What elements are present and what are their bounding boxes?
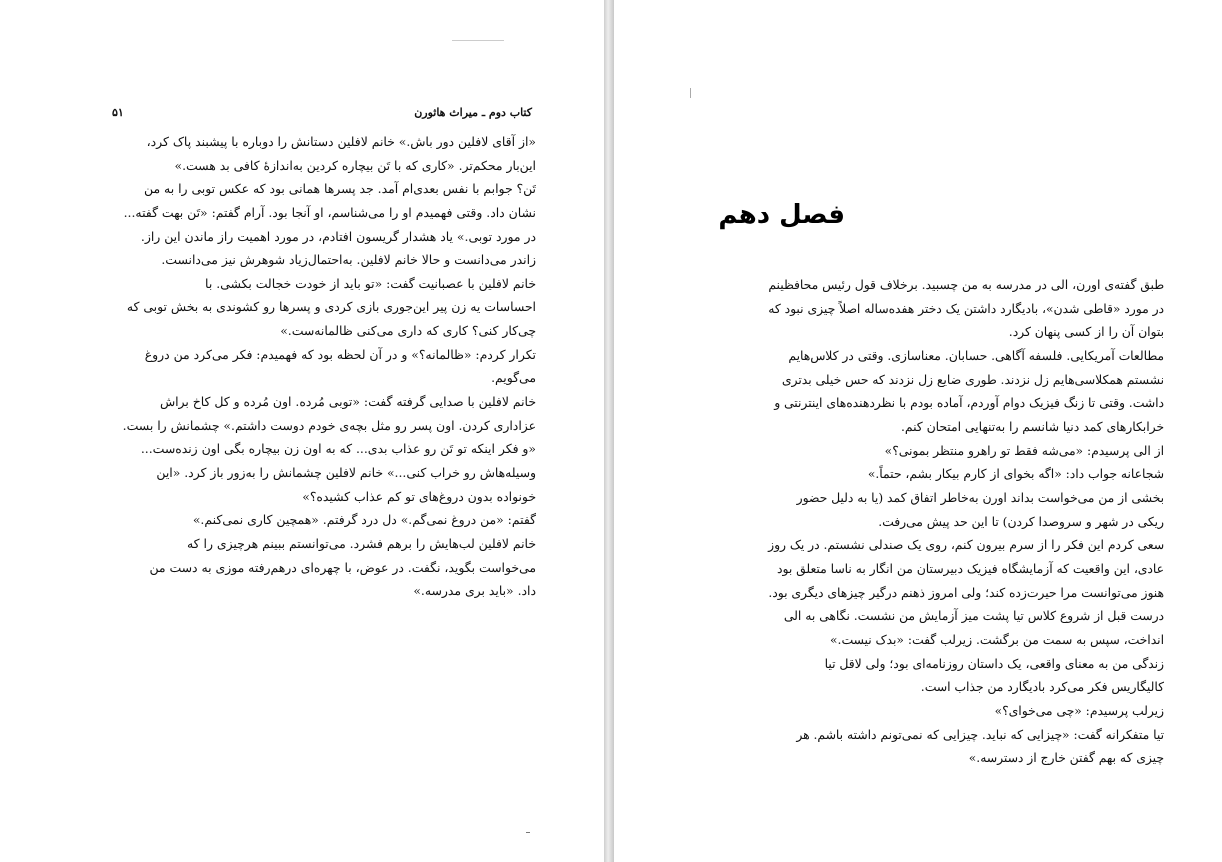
right-page-text: [744, 274, 1164, 771]
text-line: تکرار کردم: «ظالمانه؟» و در آن لحظه بود که فهمیدم: فکر می‌کرد من دروغ: [144, 346, 536, 362]
left-page-text: [110, 130, 536, 603]
text-line: داد. «باید بری مدرسه.»: [413, 583, 536, 599]
scan-mark: [526, 832, 530, 833]
scan-mark: [690, 88, 691, 98]
text-line: زیرلب پرسیدم: «چی می‌خوای؟»: [994, 704, 1164, 719]
text-line: وسیله‌هاش رو خراب کنی...» خانم لافلین چشمانش را به‌زور باز کرد. «این: [156, 464, 536, 480]
text-line: نشان داد. وقتی فهمیدم او را می‌شناسم، او آنجا بود. آرام گفتم: «تَن بهت گفته...: [123, 204, 536, 220]
text-line: خانم لافلین با صدایی گرفته گفت: «توبی مُرده. اون مُرده و کل کاخ براش: [159, 394, 536, 410]
text-line: مطالعات آمریکایی. فلسفه آگاهی. حسابان. معناسازی. وقتی در کلاس‌هایم: [788, 349, 1164, 364]
text-line: بتوان آن را از کسی پنهان کرد.: [1008, 325, 1164, 340]
text-line: خانم لافلین با عصبانیت گفت: «تو باید از خودت خجالت بکشی. با: [205, 275, 536, 291]
running-header: [112, 106, 532, 124]
left-page: [0, 0, 604, 862]
text-line: چی‌کار کنی؟ کاری که داری می‌کنی ظالمانه‌ست.»: [280, 323, 536, 339]
text-line: چیزی که بهم گفتن خارج از دسترسه.»: [968, 751, 1164, 766]
text-line: در مورد «قاطی شدن»، بادیگارد داشتن یک دختر هفده‌ساله اصلاً چیزی نبود که: [768, 301, 1164, 316]
text-line: این‌بار محکم‌تر. «کاری که با تَن بیچاره کردین به‌اندازهٔ کافی بد هست.»: [174, 157, 536, 173]
text-line: شجاعانه جواب داد: «اگه بخوای از کارم بیکار بشم، حتماً.»: [867, 467, 1164, 482]
page-number: ۵۱: [112, 106, 124, 119]
text-line: کالیگاریس فکر می‌کرد بادیگارد من جذاب است.: [920, 680, 1164, 695]
text-line: «از آقای لافلین دور باش.» خانم لافلین دستانش را دوباره با پیشبند پاک کرد،: [146, 134, 536, 149]
text-line: سعی کردم این فکر را از سرم بیرون کنم، روی یک صندلی نشستم. در یک روز: [768, 538, 1164, 553]
text-line: طبق گفته‌ی اورن، الی در مدرسه به من چسبید. برخلاف قول رئیس محافظینم: [768, 278, 1164, 292]
scan-mark: [452, 40, 504, 41]
text-line: خانم لافلین لب‌هایش را برهم فشرد. می‌توانستم ببینم هرچیزی را که: [187, 535, 536, 551]
text-line: از الی پرسیدم: «می‌شه فقط تو راهرو منتظر بمونی؟»: [884, 443, 1164, 458]
text-line: عزاداری کردن. اون پسر رو مثل بچه‌ی خودم دوست داشتم.» چشمانش را بست.: [122, 417, 536, 433]
text-line: گفتم: «من دروغ نمی‌گم.» دل درد گرفتم. «همچین کاری نمی‌کنم.»: [192, 512, 536, 528]
text-line: بخشی از من می‌خواست بداند اورن به‌خاطر اتفاق کمد (یا به دلیل حضور: [796, 491, 1164, 506]
page-gutter: [604, 0, 614, 862]
text-line: زندگی من به معنای واقعی، یک داستان روزنامه‌ای بود؛ ولی لاقل تیا: [824, 656, 1164, 671]
text-line: ریکی در شهر و سروصدا کردن) تا این حد پیش می‌رفت.: [878, 514, 1164, 529]
text-line: انداخت، سپس به سمت من برگشت. زیرلب گفت: «بدک نیست.»: [830, 633, 1164, 648]
text-line: تَن؟ جوابم با نفس بعدی‌ام آمد. جد پسرها همانی بود که عکس توبی را به من: [144, 181, 536, 197]
text-line: خونواده بدون دروغ‌های تو کم عذاب کشیده؟»: [302, 488, 536, 504]
text-line: نشستم همکلاسی‌هایم زل نزدند. طوری ضایع زل نزدند که حس خیلی بدتری: [781, 372, 1164, 387]
text-line: می‌گویم.: [491, 370, 536, 386]
text-line: در مورد توبی.» یاد هشدار گریسون افتادم، در مورد اهمیت راز ماندن این راز.: [140, 228, 536, 244]
text-line: تیا متفکرانه گفت: «چیزایی که نباید. چیزایی که نمی‌تونم داشته باشم. هر: [796, 727, 1164, 742]
text-line: می‌خواست بگوید، نگفت. در عوض، با چهره‌ای درهم‌رفته موزی به دست من: [149, 559, 536, 575]
text-line: عادی، این واقعیت که آزمایشگاه فیزیک دبیرستان من انگار به ناسا متعلق بود: [776, 562, 1164, 577]
text-line: «و فکر اینکه تو تَن رو عذاب بدی... که به اون زن بیچاره بگی اون زنده‌ست...: [140, 441, 536, 457]
text-line: احساسات یه زن پیر این‌جوری بازی کردی و پسرها رو کشوندی به بخش توبی که: [126, 299, 536, 315]
text-line: زاندر می‌دانست و حالا خانم لافلین. به‌احتمال‌زیاد شوهرش نیز می‌دانست.: [161, 252, 536, 268]
running-title: کتاب دوم ـ میراث هاثورن: [414, 106, 532, 119]
text-line: هنوز می‌توانست مرا حیرت‌زده کند؛ ولی امروز ذهنم درگیر چیزهای دیگری بود.: [768, 585, 1164, 600]
text-line: خرابکارهای کمد دنیا شانسم را به‌تنهایی امتحان کنم.: [901, 420, 1164, 435]
text-line: درست قبل از شروع کلاس تیا پشت میز آزمایش من نشست. نگاهی به الی: [783, 609, 1164, 624]
text-line: داشت. وقتی تا زنگ فیزیک دوام آوردم، آماده بودم با نظردهنده‌های اینترنتی و: [774, 396, 1164, 411]
chapter-title: فصل دهم: [718, 200, 845, 230]
